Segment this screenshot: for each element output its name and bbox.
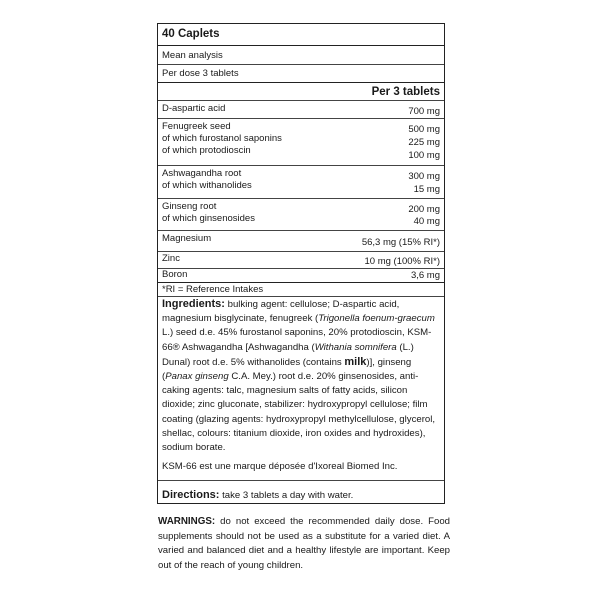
directions-label: Directions: [162,489,220,501]
row-value: 56,3 mg (15% RI*) [361,237,440,248]
row-zinc [158,252,444,269]
warnings-body: do not exceed the recommended daily dose. Food supplements should not be used as a substitute for a varied diet. A varied and balanced diet and a healthy lifestyle are important. Keep out of the reach of young children. [158,516,450,571]
mean-analysis-label: Mean analysis [162,50,223,61]
latin-name: Panax ginseng [165,371,229,383]
ingredients-text [162,297,440,455]
panel-title: 40 Caplets [162,28,220,40]
warnings-text [158,515,450,573]
row-name: of which furostanol saponins [162,133,282,144]
row-value: 3,6 mg [410,270,440,281]
row-value: 225 mg [408,137,440,148]
row-name: Boron [162,269,188,280]
row-name: of which protodioscin [162,145,251,156]
per-dose-label: Per dose 3 tablets [162,68,239,79]
row-name: of which ginsenosides [162,213,255,224]
row-value: 40 mg [413,216,440,227]
title-row [158,24,444,46]
directions-divider [158,480,444,481]
row-value: 500 mg [408,124,440,135]
row-d-aspartic [158,101,444,119]
ingredients-part: bulking agent: cellulose; D-aspartic acid, magnesium bisglycinate, fenugreek ( [162,299,400,325]
row-value: 300 mg [408,171,440,182]
row-ashwagandha [158,166,444,199]
ingredients-part: )], ginseng ( [162,356,412,383]
trademark-note: KSM-66 est une marque déposée d'Ixoreal Biomed Inc. [162,461,398,472]
row-value: 700 mg [408,106,440,117]
directions-text [162,489,353,502]
column-header-row [158,83,444,101]
column-header: Per 3 tablets [371,86,440,98]
ingredients-part: (L.) Dunal) root d.e. 5% withanolides (contains [162,341,414,368]
mean-analysis-row [158,46,444,65]
ri-note-row [158,283,444,297]
ri-note: *RI = Reference Intakes [162,284,264,295]
ingredients-part: L.) seed d.e. 45% furostanol saponins, 20% protodioscin, KSM-66® Ashwagandha [Ashwagandha ( [162,327,432,353]
allergen: milk [344,355,367,368]
row-value: 10 mg (100% RI*) [364,256,440,267]
row-name: D-aspartic acid [162,103,226,114]
per-dose-row [158,65,444,83]
row-name: of which withanolides [162,180,252,191]
latin-name: Trigonella foenum-graecum [318,313,435,325]
directions-body: take 3 tablets a day with water. [219,490,354,501]
warnings-label: WARNINGS: [158,516,216,527]
latin-name: Withania somnifera [314,341,397,353]
row-fenugreek [158,119,444,166]
row-value: 15 mg [413,184,440,195]
nutrition-panel [157,23,445,504]
row-name: Magnesium [162,233,212,244]
row-value: 100 mg [408,150,440,161]
row-name: Fenugreek seed [162,121,231,132]
row-name: Ashwagandha root [162,168,242,179]
row-name: Zinc [162,253,180,264]
ingredients-part: C.A. Mey.) root d.e. 20% ginsenosides, anti-caking agents: talc, magnesium salts of fatty acids, silicon dioxide; zinc gluconate, stabilizer: hydroxypropyl cellulose; film coating (glazing agents: hydroxypropyl methylcellulose, glycerol, shellac, colours: titanium dioxide, iron oxides and hydroxides), sodium borate. [162,371,436,454]
row-ginseng [158,199,444,231]
ingredients-label: Ingredients: [162,298,225,310]
row-name: Ginseng root [162,201,217,212]
row-magnesium [158,231,444,252]
row-value: 200 mg [408,204,440,215]
row-boron [158,269,444,283]
